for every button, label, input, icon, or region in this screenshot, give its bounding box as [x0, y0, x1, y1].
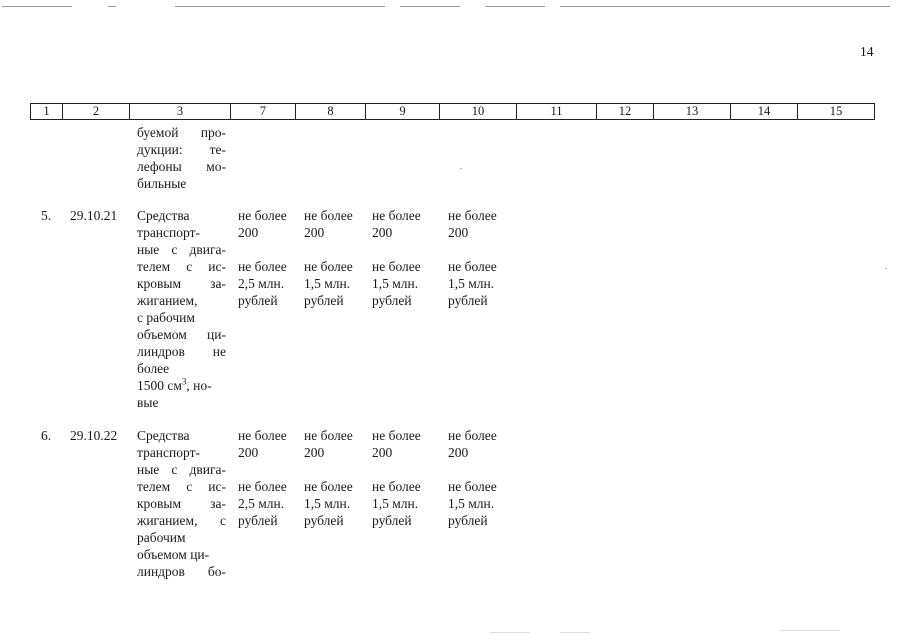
scan-artifact-line — [175, 6, 385, 7]
price-limit-col10: не более 1,5 млн. рублей — [448, 259, 497, 308]
column-header-row — [31, 104, 875, 120]
continued-description: буемой про- дукции: те- лефоны мо- бильные — [137, 125, 226, 191]
scan-artifact-line — [108, 6, 116, 7]
column-header: 12 — [597, 104, 654, 120]
column-header: 11 — [517, 104, 597, 120]
price-limit-col7: не более 2,5 млн. рублей — [238, 479, 287, 528]
price-limit-col8: не более 1,5 млн. рублей — [304, 479, 353, 528]
row-number: 5. — [41, 208, 52, 223]
page-number: 14 — [860, 44, 874, 59]
scan-artifact-line — [400, 6, 460, 7]
column-header: 14 — [731, 104, 798, 120]
scan-speck — [780, 630, 840, 631]
scan-speck — [560, 632, 590, 633]
scan-artifact-line — [485, 6, 545, 7]
column-header: 10 — [440, 104, 517, 120]
quantity-limit-col8: не более 200 — [304, 208, 353, 240]
column-header: 8 — [296, 104, 366, 120]
scan-artifact-line — [2, 6, 72, 7]
engine-volume-line: 1500 $см^3$, но- — [137, 376, 212, 393]
scan-speck — [885, 268, 887, 269]
column-header: 1 — [31, 104, 63, 120]
row-code: 29.10.22 — [70, 428, 118, 443]
price-limit-col9: не более 1,5 млн. рублей — [372, 479, 421, 528]
column-header: 9 — [366, 104, 440, 120]
quantity-limit-col10: не более 200 — [448, 208, 497, 240]
column-header: 13 — [654, 104, 731, 120]
price-limit-col10: не более 1,5 млн. рублей — [448, 479, 497, 528]
quantity-limit-col9: не более 200 — [372, 208, 421, 240]
row-description: Средства транспорт- ные с двига- телем с ис- кровым за- жиганием, с рабочим объемом ци- линдров не более 1500 $см^3$, но- вые — [137, 208, 226, 410]
row-code: 29.10.21 — [70, 208, 118, 223]
price-limit-col8: не более 1,5 млн. рублей — [304, 259, 353, 308]
column-header: 7 — [231, 104, 296, 120]
scan-artifact-line — [560, 6, 890, 7]
row-number: 6. — [41, 428, 52, 443]
column-header-table — [30, 103, 875, 120]
quantity-limit-col8: не более 200 — [304, 428, 353, 460]
column-header: 3 — [130, 104, 231, 120]
price-limit-col7: не более 2,5 млн. рублей — [238, 259, 287, 308]
quantity-limit-col7: не более 200 — [238, 208, 287, 240]
column-header: 15 — [798, 104, 875, 120]
scan-speck — [460, 168, 462, 169]
price-limit-col9: не более 1,5 млн. рублей — [372, 259, 421, 308]
quantity-limit-col7: не более 200 — [238, 428, 287, 460]
row-description: Средства транспорт- ные с двига- телем с ис- кровым за- жиганием, с рабочим объемом ци- линдров бо- — [137, 428, 226, 579]
column-header: 2 — [63, 104, 130, 120]
scan-speck — [490, 632, 530, 633]
quantity-limit-col10: не более 200 — [448, 428, 497, 460]
quantity-limit-col9: не более 200 — [372, 428, 421, 460]
